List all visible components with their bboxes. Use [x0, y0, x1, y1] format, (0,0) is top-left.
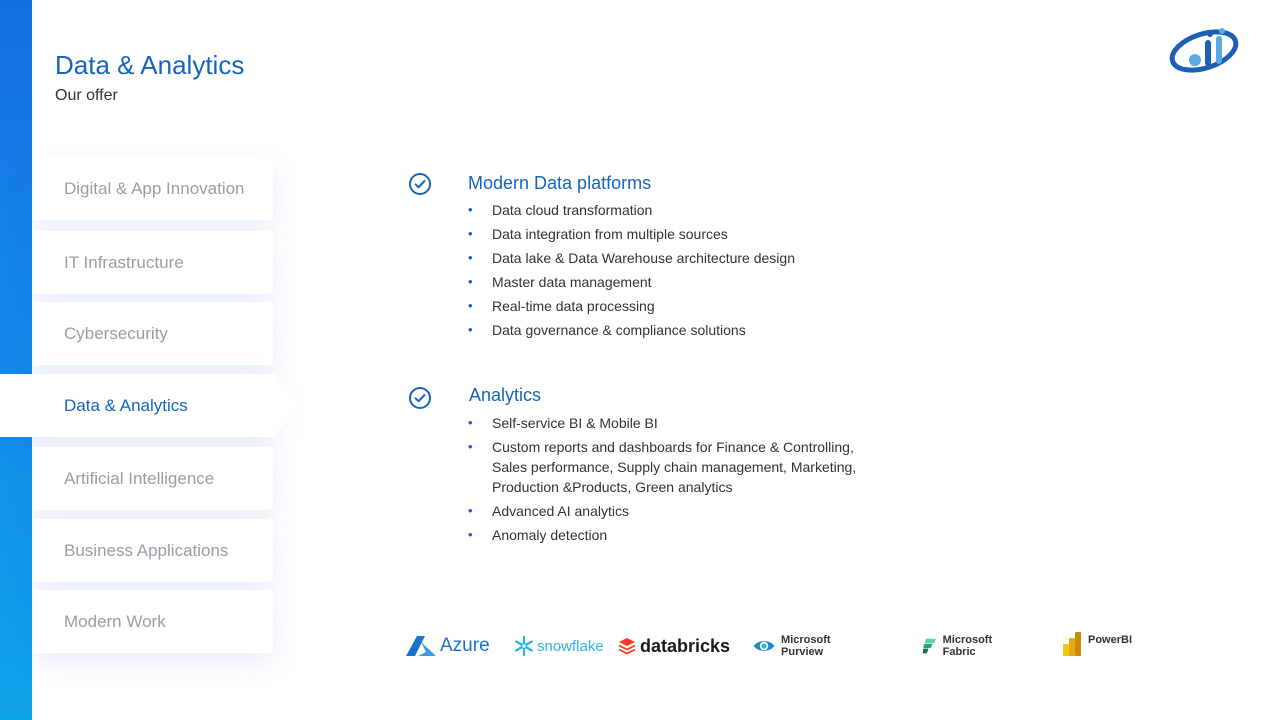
nav-item-label: Cybersecurity: [64, 323, 168, 343]
section-heading-modern-data-platforms: Modern Data platforms: [468, 173, 652, 193]
company-logo-icon: [1168, 26, 1240, 74]
tech-label: Microsoft Purview: [781, 634, 831, 658]
tech-label: Microsoft Fabric: [942, 634, 993, 658]
tech-azure: [406, 628, 490, 664]
nav-item-data-analytics[interactable]: [0, 374, 275, 437]
page-subtitle: Our offer: [55, 87, 118, 104]
list-item: • Data integration from multiple sources: [468, 224, 898, 244]
nav-item-label: Business Applications: [64, 540, 229, 560]
modern-data-platforms-list: [468, 200, 898, 344]
tech-snowflake: [514, 628, 604, 664]
tech-microsoft-fabric: [922, 628, 1000, 664]
page-title: Data & Analytics: [55, 50, 245, 80]
list-item: • Anomaly detection: [468, 525, 868, 545]
tech-databricks: [618, 628, 730, 664]
list-item: • Data cloud transformation: [468, 200, 898, 220]
nav-item-label: IT Infrastructure: [64, 252, 184, 272]
section-heading-analytics: Analytics: [469, 385, 542, 405]
nav-item-artificial-intelligence[interactable]: [32, 447, 273, 510]
tech-microsoft-purview: [753, 628, 843, 664]
nav-item-modern-work[interactable]: [32, 590, 273, 653]
nav-item-cybersecurity[interactable]: [32, 302, 273, 365]
nav-item-business-applications[interactable]: [32, 519, 273, 582]
nav-item-label: Digital & App Innovation: [64, 178, 245, 198]
analytics-list: [468, 413, 868, 549]
nav-item-label: Artificial Intelligence: [64, 468, 215, 488]
powerbi-logo-icon: [1062, 631, 1082, 657]
databricks-logo-icon: [618, 637, 636, 655]
nav-item-label: Modern Work: [64, 611, 166, 631]
list-item: • Master data management: [468, 272, 898, 292]
tech-powerbi: [1062, 626, 1132, 662]
tech-label: snowflake: [537, 637, 604, 655]
list-item: • Data lake & Data Warehouse architecture design: [468, 248, 898, 268]
nav-item-label: Data & Analytics: [64, 395, 188, 415]
list-item: • Advanced AI analytics: [468, 501, 868, 521]
snowflake-logo-icon: [514, 636, 534, 656]
nav-item-it-infrastructure[interactable]: [32, 231, 273, 294]
tech-label: PowerBI: [1088, 634, 1133, 646]
check-circle-icon: [408, 386, 432, 410]
purview-logo-icon: [753, 634, 775, 658]
list-item: • Real-time data processing: [468, 296, 898, 316]
azure-logo-icon: [406, 635, 436, 657]
list-item: • Custom reports and dashboards for Finance & Controlling, Sales performance, Supply chain management, Marketing, Production &Products, Green analytics: [468, 437, 868, 497]
list-item: • Data governance & compliance solutions: [468, 320, 898, 340]
nav-item-digital-app-innovation[interactable]: [32, 157, 273, 220]
check-circle-icon: [408, 172, 432, 196]
left-accent-bar: [0, 0, 32, 720]
tech-label: Azure: [440, 635, 490, 656]
list-item: • Self-service BI & Mobile BI: [468, 413, 868, 433]
active-arrow: [275, 374, 299, 436]
fabric-logo-icon: [922, 634, 937, 658]
tech-label: databricks: [640, 635, 731, 656]
